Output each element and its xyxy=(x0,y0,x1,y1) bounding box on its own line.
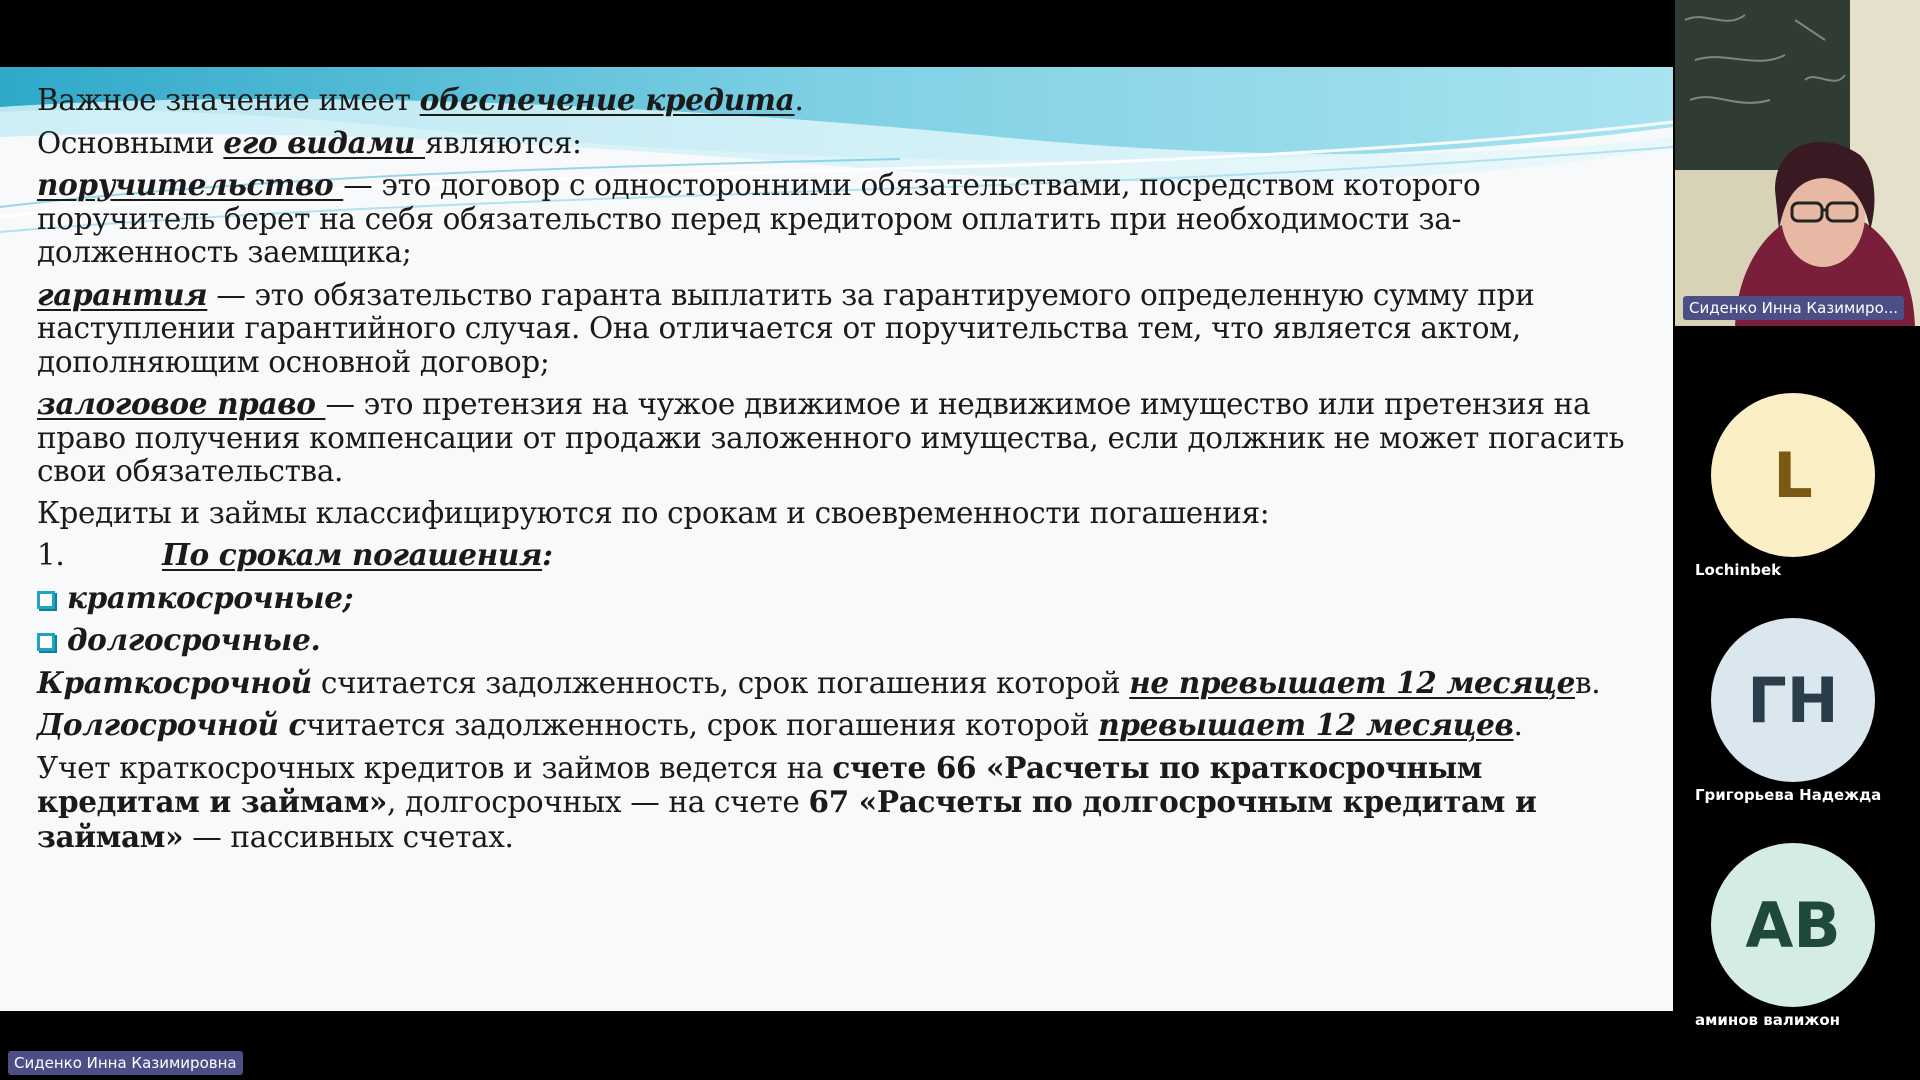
bullet-short-term xyxy=(37,581,1637,616)
guarantee-surety-paragraph xyxy=(37,168,1637,270)
participant-tile-grigoreva[interactable] xyxy=(1675,610,1920,804)
accounting-tail: — пассивных счетах. xyxy=(183,819,514,854)
types-text: Основными xyxy=(37,125,224,160)
square-bullet-icon xyxy=(37,633,55,651)
short-term-emphasis: не превышает 12 месяце xyxy=(1129,664,1575,700)
intro-line xyxy=(37,83,1637,118)
speaker-video-tile[interactable] xyxy=(1675,0,1920,326)
speaker-name-tag: Сиденко Инна Казимиро... xyxy=(1683,296,1904,320)
intro-text: Важное значение имеет xyxy=(37,83,420,117)
intro-emphasis: обеспечение кредита xyxy=(419,82,795,117)
surety-definition: — это договор с односторонними обязательствами, посредством которого поручитель берет на себя обязательство перед кредитором оплатить при необходимости за-долженность заемщика; xyxy=(37,168,1481,269)
participant-name: аминов валижон xyxy=(1695,1011,1840,1029)
short-term-tail: в. xyxy=(1575,665,1601,700)
avatar-initials: АВ xyxy=(1745,888,1841,962)
long-term-tail: . xyxy=(1513,708,1523,742)
avatar-initials: L xyxy=(1773,438,1813,512)
square-bullet-icon xyxy=(37,591,55,609)
long-term-text: читается задолженность, срок погашения которой xyxy=(306,708,1099,742)
screen-share-owner-label: Сиденко Инна Казимировна xyxy=(8,1051,243,1075)
short-term-text: считается задолженность, срок погашения которой xyxy=(311,665,1130,700)
bullet-text: краткосрочные; xyxy=(67,579,354,615)
numbered-heading-text: По срокам погашения xyxy=(162,537,543,572)
shared-slide xyxy=(0,67,1673,1011)
short-term-label: Краткосрочной xyxy=(37,664,312,700)
pledge-term: залоговое право xyxy=(37,386,326,421)
types-tail: являются: xyxy=(425,125,582,160)
long-term-label: Долгосрочной с xyxy=(37,707,307,742)
guarantee-definition: — это обязательство гаранта выплатить за гарантируемого определенную сумму при наступлении гарантийного случая. Она отличается от поручительства тем, что является актом, дополняющим основной договор; xyxy=(37,277,1535,379)
accounting-paragraph xyxy=(37,751,1637,855)
participant-avatar xyxy=(1711,843,1875,1007)
account-67: 67 «Расчеты по долгосрочным кредитам и займам» xyxy=(37,784,1537,854)
slide-body xyxy=(37,83,1637,862)
long-term-definition xyxy=(37,708,1637,743)
participant-avatar xyxy=(1711,393,1875,557)
surety-term: поручительство xyxy=(37,167,344,202)
participant-avatar xyxy=(1711,618,1875,782)
classification-line: Кредиты и займы классифицируются по срокам и своевременности погашения: xyxy=(37,495,1270,530)
bullet-text: долгосрочные. xyxy=(67,622,321,657)
avatar-initials: ГН xyxy=(1747,663,1839,737)
participant-name: Lochinbek xyxy=(1695,561,1782,579)
participant-tile-lochinbek[interactable] xyxy=(1675,385,1920,579)
accounting-mid: , долгосрочных — на счете xyxy=(387,785,809,819)
participant-tile-aminov[interactable] xyxy=(1675,835,1920,1029)
guarantee-term: гарантия xyxy=(37,276,208,312)
list-number: 1. xyxy=(37,538,65,572)
bullet-long-term xyxy=(37,623,1637,658)
long-term-emphasis: превышает 12 месяцев xyxy=(1098,707,1514,742)
pledge-definition: — это претензия на чужое движимое и недвижимое имущество или претензия на право получения компенсации от продажи заложенного имущества, если должник не может погасить свои обязательства. xyxy=(37,387,1625,488)
accounting-text: Учет краткосрочных кредитов и займов ведется на xyxy=(37,750,833,785)
numbered-heading xyxy=(37,538,1637,573)
guarantee-paragraph xyxy=(37,278,1637,380)
intro-period: . xyxy=(794,83,804,117)
short-term-definition xyxy=(37,666,1637,701)
speaker-video-frame xyxy=(1675,0,1920,326)
pledge-paragraph xyxy=(37,387,1637,489)
numbered-heading-colon: : xyxy=(542,537,553,572)
participant-name: Григорьева Надежда xyxy=(1695,786,1882,804)
types-line xyxy=(37,126,1637,161)
types-emphasis: его видами xyxy=(223,124,426,160)
account-66: счете 66 «Расчеты по краткосрочным кредитам и займам» xyxy=(37,749,1483,819)
